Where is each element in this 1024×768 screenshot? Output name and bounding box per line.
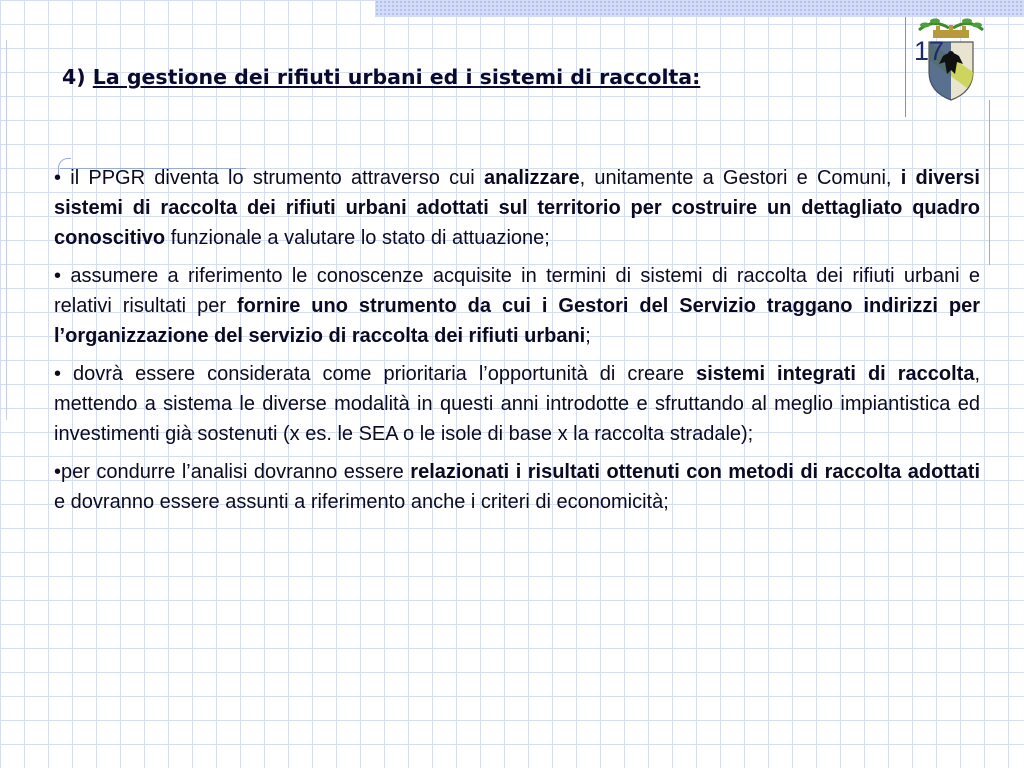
- text-run: ;: [585, 325, 591, 347]
- bullet-item: [54, 261, 980, 351]
- bullet-item: [54, 163, 980, 253]
- text-run: assumere a riferimento le conoscenze acquisite in termini di sistemi di raccolta dei rifiuti urbani e relativi risultati per: [54, 265, 980, 317]
- text-run: funzionale a valutare lo stato di attuazione;: [165, 227, 550, 249]
- text-run: , mettendo a sistema le diverse modalità in questi anni introdotte e sfruttando al meglio impiantistica ed investimenti già sostenuti (x es. le SEA o le isole di base x la raccolta stradale);: [54, 363, 981, 445]
- section-title: La gestione dei rifiuti urbani ed i sistemi di raccolta:: [92, 65, 701, 89]
- divider-line: [905, 17, 906, 117]
- divider-line: [989, 100, 990, 265]
- section-number: 4): [62, 65, 86, 89]
- text-run: dovrà essere considerata come prioritaria l’opportunità di creare: [61, 363, 697, 385]
- divider-line: [6, 40, 7, 420]
- text-run: il PPGR diventa lo strumento attraverso cui: [61, 167, 484, 189]
- text-run: e dovranno essere assunti a riferimento anche i criteri di economicità;: [54, 491, 669, 513]
- text-run: per condurre l’analisi dovranno essere: [61, 461, 411, 483]
- bold-text-run: analizzare: [483, 167, 580, 189]
- bullet-marker: •: [54, 461, 62, 483]
- bold-text-run: i diversi sistemi di raccolta dei rifiuti urbani adottati sul territorio per costruire un dettagliato quadro conoscitivo: [54, 167, 980, 249]
- bold-text-run: sistemi integrati di raccolta: [696, 363, 975, 385]
- header-band: [375, 0, 1024, 17]
- bullet-marker: •: [54, 265, 62, 287]
- page-title: [62, 65, 700, 89]
- text-run: , unitamente a Gestori e Comuni,: [579, 167, 901, 189]
- bullet-item: [54, 359, 980, 449]
- bullet-marker: •: [54, 363, 62, 385]
- bullet-list: [54, 163, 980, 525]
- bullet-marker: •: [54, 167, 62, 189]
- slide-number: 17: [914, 36, 945, 66]
- bullet-item: [54, 457, 980, 517]
- bold-text-run: relazionati i risultati ottenuti con metodi di raccolta adottati: [410, 461, 980, 483]
- bold-text-run: fornire uno strumento da cui i Gestori del Servizio traggano indirizzi per l’organizzazione del servizio di raccolta dei rifiuti urbani: [54, 295, 981, 347]
